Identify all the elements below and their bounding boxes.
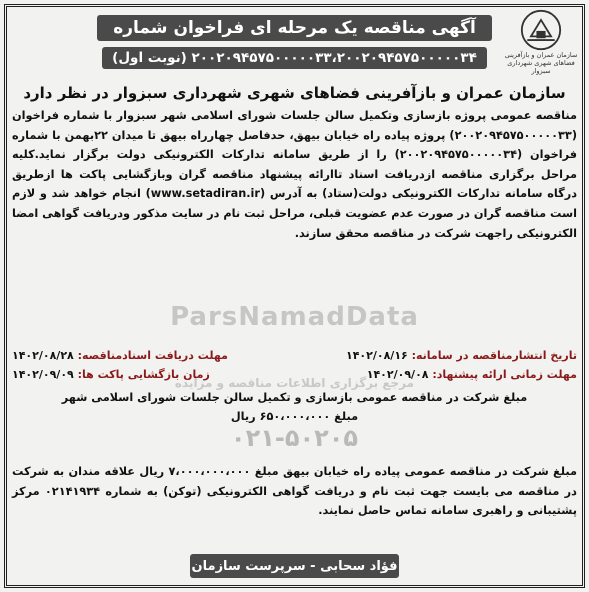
notice-body: مناقصه عمومی پروژه بازسازی وتکمیل سالن جلسات شورای اسلامی شهر سبزوار با شماره فراخوان (۲۰۰۲۰۹۴۵۷۵۰۰۰۰۰۳۳) پروژه پیاده راه خیابان بیهق، حدفاصل چهارراه بیهق تا میدان ۲۲بهمن با شماره فراخوان (۲۰۰۲۰۹۴۵۷۵۰۰۰۰۰۳۴) را از طریق سامانه تدارکات الکترونیکی دولت برگزار نماید.کلیه مراحل برگزاری مناقصه ازدریافت اسناد تاارائه پیشنهاد مناقصه گران وبازگشایی پاکت ها ازطریق درگاه سامانه تدارکات الکترونیکی دولت(ستاد) به آدرس (www.setadiran.ir) انجام خواهد شد و لازم است مناقصه گران در صورت عدم عضویت قبلی، مراحل ثبت نام در سایت مذکور ودریافت گواهی امضا الکترونیکی راجهت شرکت در مناقصه محقق سازند. [12,109,578,240]
organization-heading: سازمان عمران و بازآفرینی فضاهای شهری شهرداری سبزوار در نظر دارد [23,84,566,102]
organization-logo [503,9,579,75]
logo-emblem-icon [518,9,564,51]
docs-deadline-value: ۱۴۰۲/۰۸/۲۸ [12,349,74,362]
submit-deadline-value: ۱۴۰۲/۰۹/۰۸ [366,368,429,381]
header-titles [86,15,503,69]
sub-watermark: مرجع برگزاری اطلاعات مناقصه و مزایده [174,376,415,390]
notice-header [10,6,579,78]
opening-time-value: ۱۴۰۲/۰۹/۰۹ [12,368,74,381]
phone-watermark: ۰۲۱-۵۰۲۰۵ [230,424,359,452]
submit-deadline-label: مهلت زمانی ارائه پیشنهاد: [432,368,577,381]
participation-fee-pedestrian: مبلغ شرکت در مناقصه عمومی پیاده راه خیابان بیهق مبلغ ۷،۰۰۰،۰۰۰،۰۰۰ ریال علاقه مندان به شرکت در مناقصه می بایست جهت ثبت نام و دریافت گواهی الکترونیکی (توکن) به شماره ۰۲۱۴۱۹۳۴ مرکز پشتیبانی و راهبری سامانه تماس حاصل نمایند. [12,465,577,518]
participation-fee-hall-line2: مبلغ ۶۵۰،۰۰۰،۰۰۰ ریال [230,410,359,423]
opening-time-label: زمان بازگشایی پاکت ها: [77,368,210,381]
publish-date-label: تاریخ انتشارمناقصه در سامانه: [411,349,577,362]
participation-fee-hall-line1: مبلغ شرکت در مناقصه عمومی بازسازی و تکمیل سالن جلسات شورای اسلامی شهر [61,391,528,404]
signature-bar: فؤاد سحابی - سرپرست سازمان [190,554,399,578]
dates-row-1 [12,346,577,365]
dates-section [12,346,577,384]
docs-deadline [12,346,228,365]
submit-deadline [367,365,577,384]
site-watermark: ParsNamadData [170,302,419,332]
opening-time [12,365,210,384]
notice-title: آگهی مناقصه یک مرحله ای فراخوان شماره [97,15,492,41]
logo-caption: سازمان عمران و بازآفرینی فضاهای شهری شهرداری سبزوار [504,51,578,75]
publish-date [346,346,577,365]
dates-row-2 [12,365,577,384]
tender-numbers: ۲۰۰۲۰۹۴۵۷۵۰۰۰۰۰۳۳،۲۰۰۲۰۹۴۵۷۵۰۰۰۰۰۳۴ (نوبت اول) [102,47,487,69]
participation-fee-hall [12,388,577,426]
publish-date-value: ۱۴۰۲/۰۸/۱۶ [346,349,408,362]
docs-deadline-label: مهلت دریافت اسنادمناقصه: [77,349,228,362]
